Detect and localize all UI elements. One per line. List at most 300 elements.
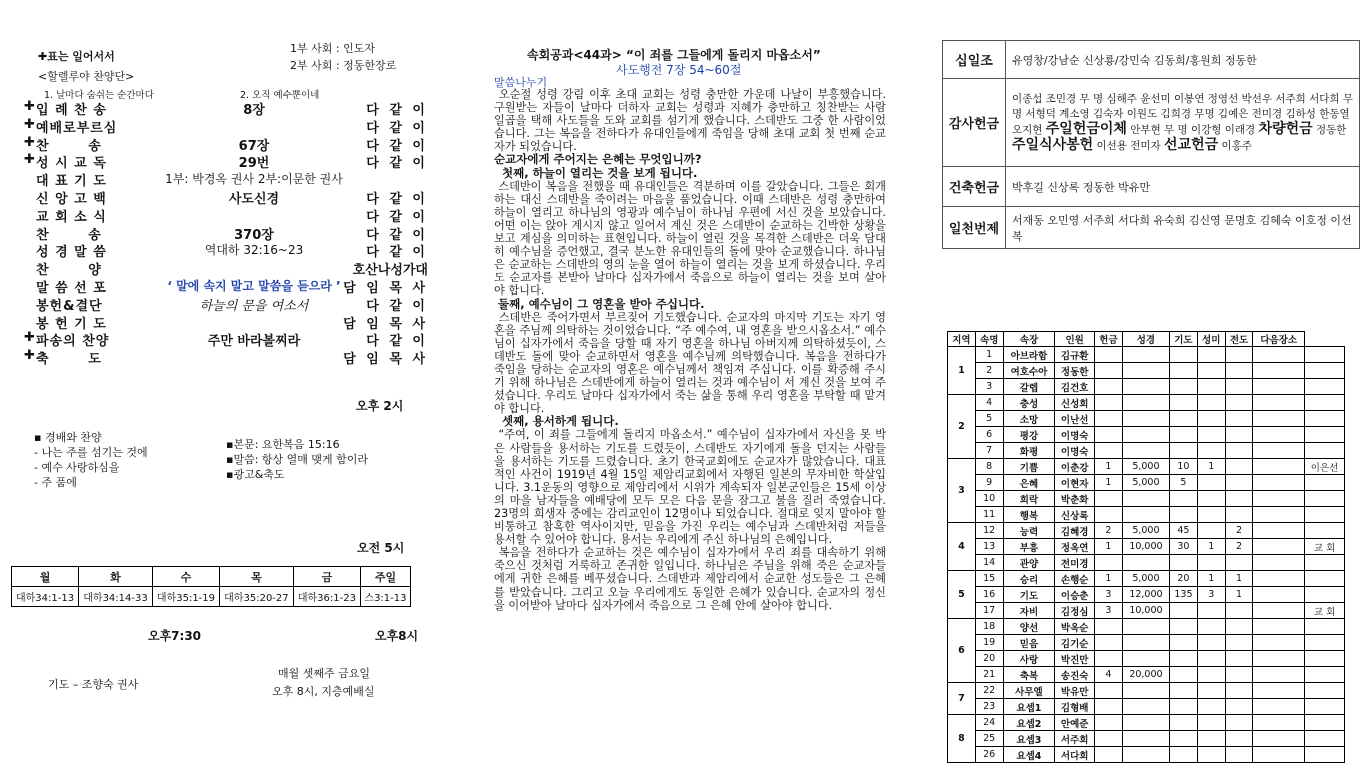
district-cell bbox=[1253, 363, 1305, 379]
district-cell bbox=[1170, 683, 1198, 699]
district-cell: 3 bbox=[1095, 603, 1123, 619]
service-row bbox=[24, 295, 428, 312]
district-area: 3 bbox=[948, 459, 976, 523]
praise-song-1: 1. 날마다 숨쉬는 순간마다 bbox=[44, 90, 154, 101]
district-cell: 13 bbox=[975, 539, 1003, 555]
afternoon-info-item: ▪광고&축도 bbox=[226, 468, 285, 481]
district-cell bbox=[1253, 603, 1305, 619]
district-cell bbox=[1197, 603, 1225, 619]
service-item-name: 찬 송 bbox=[36, 138, 102, 154]
district-cell bbox=[1122, 731, 1169, 747]
district-cell bbox=[1122, 363, 1169, 379]
district-cell bbox=[1253, 443, 1305, 459]
district-cell bbox=[1197, 427, 1225, 443]
district-cell: 이난선 bbox=[1055, 411, 1095, 427]
district-cell bbox=[1122, 395, 1169, 411]
service-item-detail: 역대하 32:16~23 bbox=[204, 243, 304, 258]
district-cell: 관양 bbox=[1003, 555, 1055, 571]
service-item-leader: 다 같 이 bbox=[366, 192, 428, 207]
district-cell bbox=[1253, 683, 1305, 699]
table-row bbox=[948, 635, 1345, 651]
district-cell bbox=[1253, 651, 1305, 667]
district-cell bbox=[1095, 651, 1123, 667]
district-cell: 135 bbox=[1170, 587, 1198, 603]
district-cell bbox=[1095, 443, 1123, 459]
district-cell: 1 bbox=[975, 347, 1003, 363]
table-row bbox=[948, 587, 1345, 603]
district-header: 성경 bbox=[1122, 332, 1169, 347]
district-cell: 안예준 bbox=[1055, 715, 1095, 731]
district-cell bbox=[1197, 715, 1225, 731]
friday-service-2: 오후 8시, 지층예배실 bbox=[272, 685, 375, 698]
table-row bbox=[948, 539, 1345, 555]
service-item-detail: 8장 bbox=[243, 103, 265, 118]
district-cell: 12 bbox=[975, 523, 1003, 539]
district-cell: 여호수아 bbox=[1003, 363, 1055, 379]
afternoon-info-item: ▪말씀: 항상 열매 맺게 함이라 bbox=[226, 453, 369, 466]
leader-2: 2부 사회 : 정동한장로 bbox=[290, 59, 397, 72]
day-reading: 대하35:20-27 bbox=[220, 587, 294, 607]
district-cell: 1 bbox=[1197, 539, 1225, 555]
district-cell: 서주희 bbox=[1055, 731, 1095, 747]
table-row bbox=[948, 715, 1345, 731]
service-item-name: 봉 헌 기 도 bbox=[36, 316, 107, 332]
service-item-leader: 담 임 목 사 bbox=[343, 352, 428, 368]
district-cell: 기도 bbox=[1003, 587, 1055, 603]
stand-mark: ✚ bbox=[24, 330, 35, 346]
district-cell: 2 bbox=[975, 363, 1003, 379]
district-cell bbox=[1122, 715, 1169, 731]
district-cell bbox=[1095, 699, 1123, 715]
district-cell bbox=[1253, 523, 1305, 539]
district-cell: 14 bbox=[975, 555, 1003, 571]
table-row bbox=[948, 443, 1345, 459]
district-cell bbox=[1095, 507, 1123, 523]
district-cell bbox=[1122, 635, 1169, 651]
day-header: 목 bbox=[220, 567, 294, 587]
district-cell bbox=[1170, 427, 1198, 443]
district-cell: 교 회 bbox=[1305, 539, 1345, 555]
district-cell: 평강 bbox=[1003, 427, 1055, 443]
district-cell: 1 bbox=[1225, 571, 1253, 587]
district-cell bbox=[1305, 427, 1345, 443]
district-cell bbox=[1197, 475, 1225, 491]
table-row bbox=[948, 507, 1345, 523]
district-cell: 기쁨 bbox=[1003, 459, 1055, 475]
district-cell: 박옥순 bbox=[1055, 619, 1095, 635]
district-cell bbox=[1225, 507, 1253, 523]
district-cell: 이승춘 bbox=[1055, 587, 1095, 603]
district-cell: 26 bbox=[975, 747, 1003, 763]
district-cell: 6 bbox=[975, 427, 1003, 443]
district-area: 5 bbox=[948, 571, 976, 619]
leader-1: 1부 사회 : 인도자 bbox=[290, 42, 375, 55]
offering-table bbox=[942, 40, 1360, 249]
district-cell bbox=[1170, 667, 1198, 683]
district-cell bbox=[1122, 699, 1169, 715]
district-cell bbox=[1305, 619, 1345, 635]
district-cell: 행복 bbox=[1003, 507, 1055, 523]
district-header: 지역 bbox=[948, 332, 976, 347]
question: 순교자에게 주어지는 은혜는 무엇입니까? bbox=[494, 152, 702, 167]
district-cell: 능력 bbox=[1003, 523, 1055, 539]
district-cell bbox=[1170, 635, 1198, 651]
district-cell bbox=[1095, 347, 1123, 363]
service-row bbox=[24, 313, 428, 330]
district-cell bbox=[1225, 603, 1253, 619]
district-cell: 김기순 bbox=[1055, 635, 1095, 651]
day-header: 주일 bbox=[360, 567, 410, 587]
district-cell bbox=[1305, 507, 1345, 523]
district-cell bbox=[1305, 555, 1345, 571]
district-cell bbox=[1253, 635, 1305, 651]
district-cell bbox=[1197, 491, 1225, 507]
district-cell: 정옥연 bbox=[1055, 539, 1095, 555]
lesson-reference: 사도행전 7장 54~60절 bbox=[616, 63, 742, 77]
district-cell: 신상록 bbox=[1055, 507, 1095, 523]
table-row bbox=[948, 667, 1345, 683]
district-cell bbox=[1305, 411, 1345, 427]
district-cell bbox=[1170, 603, 1198, 619]
district-cell: 3 bbox=[1197, 587, 1225, 603]
service-item-name: 찬 양 bbox=[36, 263, 102, 279]
district-cell: 3 bbox=[1095, 587, 1123, 603]
service-item-name: 찬 송 bbox=[36, 227, 102, 243]
service-item-detail: 29번 bbox=[238, 156, 270, 172]
service-item-name: 봉헌&결단 bbox=[36, 298, 103, 314]
service-item-name: 성 시 교 독 bbox=[36, 156, 107, 172]
district-cell bbox=[1225, 395, 1253, 411]
district-cell bbox=[1305, 491, 1345, 507]
district-header: 전도 bbox=[1225, 332, 1253, 347]
district-cell: 요셉1 bbox=[1003, 699, 1055, 715]
district-cell bbox=[1197, 555, 1225, 571]
district-cell bbox=[1253, 699, 1305, 715]
district-cell bbox=[1305, 587, 1345, 603]
district-cell: 5,000 bbox=[1122, 523, 1169, 539]
district-cell bbox=[1225, 635, 1253, 651]
district-cell bbox=[1305, 747, 1345, 763]
district-cell bbox=[1197, 699, 1225, 715]
table-row bbox=[948, 747, 1345, 763]
district-cell bbox=[1170, 507, 1198, 523]
district-cell bbox=[1197, 683, 1225, 699]
district-cell bbox=[1197, 379, 1225, 395]
district-cell bbox=[1225, 475, 1253, 491]
district-cell: 신성희 bbox=[1055, 395, 1095, 411]
district-cell bbox=[1170, 619, 1198, 635]
paragraph: 복음을 전하다가 순교하는 것은 예수님이 십자가에서 우리 죄를 대속하기 위해 죽으신 것처럼 거룩하고 존귀한 일입니다. 하나님은 주님을 위해 죽은 순교자들에게 귀한 은혜를 베푸셨습니다. 스데반과 제암리에서 순교한 성도들은 그 은혜를 받았습니다. 그리고 오늘 우리에게도 동일한 은혜가 있습니다. 순교자의 정신을 이어받아 날마다 십자가에서 죽음으로 그 은혜 안에 살아야 합니다. bbox=[494, 546, 886, 612]
district-cell bbox=[1122, 651, 1169, 667]
table-row bbox=[948, 347, 1345, 363]
district-cell bbox=[1197, 619, 1225, 635]
district-cell: 17 bbox=[975, 603, 1003, 619]
district-header: 다음장소 bbox=[1253, 332, 1305, 347]
table-row bbox=[948, 555, 1345, 571]
district-cell: 박유만 bbox=[1055, 683, 1095, 699]
table-row bbox=[948, 651, 1345, 667]
district-cell bbox=[1225, 619, 1253, 635]
service-item-leader: 다 같 이 bbox=[366, 334, 428, 350]
offering-label: 일천번제 bbox=[943, 207, 1006, 249]
lesson-title: 속회공과<44과> “이 죄를 그들에게 돌리지 마옵소서” bbox=[527, 48, 821, 62]
district-header: 속장 bbox=[1003, 332, 1055, 347]
district-cell bbox=[1253, 379, 1305, 395]
district-cell: 김혜경 bbox=[1055, 523, 1095, 539]
district-cell bbox=[1253, 667, 1305, 683]
district-cell bbox=[1253, 475, 1305, 491]
service-item-name: 교 회 소 식 bbox=[36, 209, 107, 225]
district-cell: 정동한 bbox=[1055, 363, 1095, 379]
district-cell: 1 bbox=[1095, 571, 1123, 587]
district-cell bbox=[1225, 699, 1253, 715]
district-cell: 16 bbox=[975, 587, 1003, 603]
district-cell: 4 bbox=[1095, 667, 1123, 683]
district-cell bbox=[1225, 411, 1253, 427]
district-header: 헌금 bbox=[1095, 332, 1123, 347]
offering-names: 유영창/강남순 신상룡/강민숙 김동희/홍원희 정동한 bbox=[1006, 41, 1360, 79]
stand-mark: ✚ bbox=[24, 116, 35, 132]
district-cell bbox=[1095, 747, 1123, 763]
afternoon-info-item: ▪본문: 요한복음 15:16 bbox=[226, 438, 340, 451]
service-row bbox=[24, 99, 428, 116]
service-item-leader: 다 같 이 bbox=[366, 138, 428, 154]
district-cell bbox=[1170, 363, 1198, 379]
service-item-leader: 담 임 목 사 bbox=[343, 281, 428, 296]
day-header: 금 bbox=[293, 567, 360, 587]
district-cell bbox=[1225, 363, 1253, 379]
offering-names: 이종섭 조민경 무 명 심해주 윤선미 이봉연 정영선 박선우 서주희 서다희 무 명 서형덕 계소영 김숙자 이원도 김희경 무명 김예은 전미경 김하성 한동열 오지현 주일헌금이체 안부현 무 명 이강형 이래경 차량헌금 정동한 주일식사봉헌 이선용 전미자 선교헌금 이홍주 bbox=[1006, 79, 1360, 167]
district-cell bbox=[1305, 363, 1345, 379]
district-cell bbox=[1095, 363, 1123, 379]
district-cell: 은혜 bbox=[1003, 475, 1055, 491]
stand-mark: ✚ bbox=[24, 99, 35, 114]
district-cell: 1 bbox=[1095, 475, 1123, 491]
district-cell bbox=[1170, 491, 1198, 507]
district-cell bbox=[1122, 507, 1169, 523]
day-header: 수 bbox=[152, 567, 219, 587]
district-cell: 손행순 bbox=[1055, 571, 1095, 587]
district-cell bbox=[1170, 747, 1198, 763]
service-row bbox=[24, 277, 428, 294]
service-item-detail: 주만 바라볼찌라 bbox=[207, 334, 301, 350]
district-header: 성미 bbox=[1197, 332, 1225, 347]
district-area: 2 bbox=[948, 395, 976, 459]
service-row bbox=[24, 152, 428, 172]
district-cell bbox=[1122, 619, 1169, 635]
district-cell: 24 bbox=[975, 715, 1003, 731]
service-item-leader: 다 같 이 bbox=[366, 298, 428, 314]
district-cell bbox=[1253, 459, 1305, 475]
district-cell: 45 bbox=[1170, 523, 1198, 539]
afternoon-item: - 주 품에 bbox=[34, 476, 77, 489]
service-item-leader: 다 같 이 bbox=[366, 227, 428, 243]
district-cell bbox=[1095, 619, 1123, 635]
district-cell: 7 bbox=[975, 443, 1003, 459]
district-cell: 축복 bbox=[1003, 667, 1055, 683]
district-cell: 이명숙 bbox=[1055, 427, 1095, 443]
district-cell bbox=[1095, 379, 1123, 395]
service-row bbox=[24, 241, 428, 261]
district-cell bbox=[1253, 427, 1305, 443]
district-cell bbox=[1122, 379, 1169, 395]
table-row bbox=[948, 491, 1345, 507]
district-cell: 18 bbox=[975, 619, 1003, 635]
district-cell: 김정심 bbox=[1055, 603, 1095, 619]
district-cell bbox=[1225, 443, 1253, 459]
district-cell bbox=[1170, 715, 1198, 731]
district-header: 인원 bbox=[1055, 332, 1095, 347]
table-row bbox=[948, 379, 1345, 395]
district-cell bbox=[1225, 747, 1253, 763]
service-row bbox=[24, 135, 428, 152]
evening-time-a: 오후7:30 bbox=[148, 629, 202, 643]
table-row bbox=[948, 603, 1345, 619]
district-cell: 20 bbox=[975, 651, 1003, 667]
district-cell bbox=[1197, 523, 1225, 539]
table-row bbox=[948, 683, 1345, 699]
district-cell: 1 bbox=[1197, 571, 1225, 587]
district-cell bbox=[1197, 363, 1225, 379]
district-cell bbox=[1122, 683, 1169, 699]
district-cell: 전미경 bbox=[1055, 555, 1095, 571]
stand-note: ✚표는 일어서서 bbox=[38, 50, 115, 63]
district-cell: 2 bbox=[1225, 539, 1253, 555]
district-cell: 갈렙 bbox=[1003, 379, 1055, 395]
district-cell: 1 bbox=[1197, 459, 1225, 475]
table-row bbox=[948, 475, 1345, 491]
table-row bbox=[948, 619, 1345, 635]
day-header: 월 bbox=[12, 567, 79, 587]
district-cell bbox=[1170, 411, 1198, 427]
district-cell: 10 bbox=[1170, 459, 1198, 475]
district-cell: 19 bbox=[975, 635, 1003, 651]
day-header: 화 bbox=[79, 567, 153, 587]
district-cell bbox=[1225, 651, 1253, 667]
district-cell bbox=[1197, 667, 1225, 683]
district-cell: 10,000 bbox=[1122, 539, 1169, 555]
paragraph: 스데반이 복음을 전했을 때 유대인들은 격분하며 이를 갈았습니다. 그들은 회개하는 대신 스데반을 죽이려는 마음을 품었습니다. 이때 스데반은 성령 충만하여 하늘이 열리고 하나님의 영광과 예수님이 하나님 우편에 서신 것을 보았습니다. 어떤 이는 앉아 계시지 않고 일어서 계신 것은 스데반이 순교하는 긴박한 상황을 보고 계심을 의미하는 표현입니다. 하늘이 열린 것을 목격한 스데반은 더욱 담대히 예수님을 증언했고, 결국 분노한 유대인들의 돌에 맞아 순교했습니다. 하나님은 순교하는 스데반의 영의 눈을 열어 하늘이 열리는 것을 보게 하셨습니다. 우리도 순교자를 본받아 날마다 십자가에서 죽음으로 하늘이 열리는 것을 보며 살아야 합니다. bbox=[494, 179, 886, 298]
district-cell bbox=[1197, 411, 1225, 427]
district-cell bbox=[1170, 347, 1198, 363]
district-cell bbox=[1197, 443, 1225, 459]
district-cell: 10 bbox=[975, 491, 1003, 507]
service-item-name: 말 씀 선 포 bbox=[36, 281, 107, 296]
district-cell: 부흥 bbox=[1003, 539, 1055, 555]
district-cell: 11 bbox=[975, 507, 1003, 523]
district-area: 6 bbox=[948, 619, 976, 683]
district-area: 8 bbox=[948, 715, 976, 763]
district-cell bbox=[1305, 395, 1345, 411]
service-item-detail: ‘ 말에 속지 말고 말씀을 듣으라 ’ bbox=[167, 279, 341, 293]
district-cell bbox=[1225, 427, 1253, 443]
district-cell: 8 bbox=[975, 459, 1003, 475]
district-cell: 5 bbox=[975, 411, 1003, 427]
service-item-name: 입 례 찬 송 bbox=[36, 103, 107, 118]
day-reading: 대하36:1-23 bbox=[293, 587, 360, 607]
district-cell bbox=[1197, 395, 1225, 411]
district-cell: 요셉4 bbox=[1003, 747, 1055, 763]
district-area: 1 bbox=[948, 347, 976, 395]
district-cell: 2 bbox=[1225, 523, 1253, 539]
district-cell bbox=[1095, 491, 1123, 507]
district-cell: 1 bbox=[1095, 459, 1123, 475]
service-item-detail: 370장 bbox=[234, 227, 274, 243]
district-cell: 이현자 bbox=[1055, 475, 1095, 491]
district-cell: 송진숙 bbox=[1055, 667, 1095, 683]
table-row bbox=[948, 731, 1345, 747]
district-cell bbox=[1225, 731, 1253, 747]
district-cell: 교 회 bbox=[1305, 603, 1345, 619]
afternoon-praise-list bbox=[34, 430, 148, 490]
day-reading: 대하35:1-19 bbox=[152, 587, 219, 607]
district-cell: 15 bbox=[975, 571, 1003, 587]
service-row bbox=[24, 188, 428, 205]
service-item-leader: 다 같 이 bbox=[366, 209, 428, 225]
district-cell bbox=[1253, 731, 1305, 747]
district-cell: 30 bbox=[1170, 539, 1198, 555]
district-cell bbox=[1253, 347, 1305, 363]
stand-mark: ✚ bbox=[24, 348, 35, 364]
district-cell: 이은선 bbox=[1305, 459, 1345, 475]
lesson-section: 말씀나누기 bbox=[494, 76, 548, 89]
district-cell: 4 bbox=[975, 395, 1003, 411]
service-row bbox=[24, 206, 428, 223]
district-cell bbox=[1225, 347, 1253, 363]
district-cell bbox=[1197, 635, 1225, 651]
dawn-time: 오전 5시 bbox=[357, 541, 405, 555]
district-cell: 승리 bbox=[1003, 571, 1055, 587]
district-cell: 3 bbox=[975, 379, 1003, 395]
district-cell bbox=[1225, 683, 1253, 699]
district-cell bbox=[1095, 731, 1123, 747]
service-item-name: 신 앙 고 백 bbox=[36, 192, 107, 207]
district-cell bbox=[1305, 571, 1345, 587]
district-cell bbox=[1305, 699, 1345, 715]
table-row bbox=[948, 459, 1345, 475]
point-3: 셋째, 용서하게 됩니다. bbox=[502, 414, 619, 429]
district-cell bbox=[1253, 571, 1305, 587]
district-cell bbox=[1225, 667, 1253, 683]
district-cell: 22 bbox=[975, 683, 1003, 699]
day-reading: 대하34:1-13 bbox=[12, 587, 79, 607]
district-cell: 1 bbox=[1225, 587, 1253, 603]
service-item-leader: 다 같 이 bbox=[366, 120, 428, 136]
district-cell bbox=[1253, 491, 1305, 507]
district-cell: 양선 bbox=[1003, 619, 1055, 635]
district-cell bbox=[1225, 379, 1253, 395]
district-cell bbox=[1305, 443, 1345, 459]
district-header: 기도 bbox=[1170, 332, 1198, 347]
district-cell: 23 bbox=[975, 699, 1003, 715]
district-area: 4 bbox=[948, 523, 976, 571]
district-cell bbox=[1197, 507, 1225, 523]
district-cell bbox=[1305, 731, 1345, 747]
dawn-reading-table bbox=[11, 566, 411, 607]
lesson-body bbox=[494, 88, 886, 612]
district-cell: 이명숙 bbox=[1055, 443, 1095, 459]
district-cell bbox=[1122, 747, 1169, 763]
district-cell bbox=[1170, 379, 1198, 395]
district-cell: 5,000 bbox=[1122, 459, 1169, 475]
district-cell bbox=[1305, 379, 1345, 395]
service-item-leader: 다 같 이 bbox=[366, 103, 428, 118]
district-cell bbox=[1253, 395, 1305, 411]
afternoon-item: - 나는 주를 섬기는 것에 bbox=[34, 446, 148, 459]
district-header: 속명 bbox=[975, 332, 1003, 347]
service-item-detail: 하늘의 문을 여소서 bbox=[199, 298, 309, 314]
district-cell: 2 bbox=[1095, 523, 1123, 539]
